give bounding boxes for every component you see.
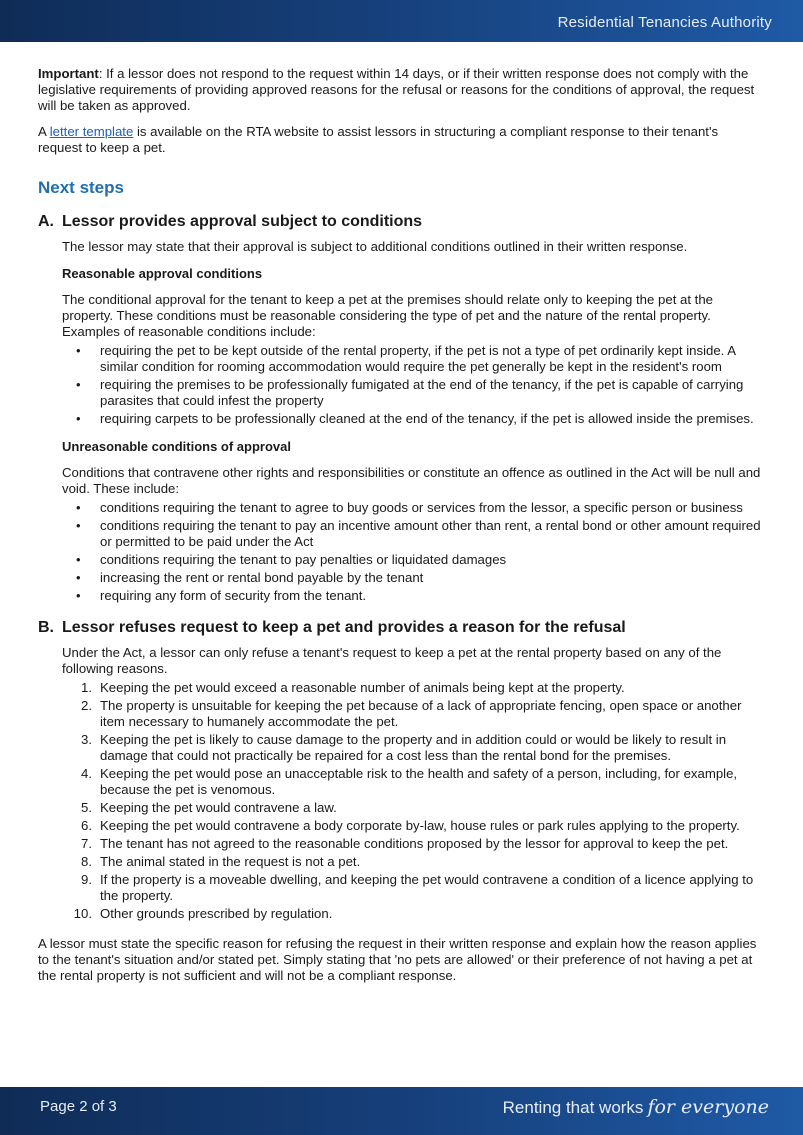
section-a-title: Lessor provides approval subject to conditions (62, 213, 423, 230)
important-notice (38, 66, 764, 114)
unreasonable-conditions-heading: Unreasonable conditions of approval (62, 439, 291, 454)
item-number: 10. (73, 906, 92, 921)
unreasonable-conditions-text: Conditions that contravene other rights and responsibilities or constitute an offence as outlined in the Act will be null and void. These include: (62, 465, 761, 496)
numbered-list-item (62, 854, 764, 870)
bullet-icon: • (76, 343, 81, 358)
numbered-list-item (62, 698, 764, 730)
page-number: Page 2 of 3 (40, 1098, 117, 1115)
numbered-list-item (62, 872, 764, 904)
reasonable-conditions-text: The conditional approval for the tenant to keep a pet at the premises should relate only to keeping the pet at the property. These conditions must be reasonable considering the type of pet and the nature of the rental property. Examples of reasonable conditions include: (62, 292, 714, 339)
item-text: If the property is a moveable dwelling, and keeping the pet would contravene a condition of a licence applying to the property. (100, 872, 754, 903)
list-item-text: conditions requiring the tenant to pay penalties or liquidated damages (100, 552, 507, 567)
list-item (62, 570, 764, 586)
list-item-text: increasing the rent or rental bond payable by the tenant (100, 570, 424, 585)
item-text: Other grounds prescribed by regulation. (100, 906, 333, 921)
list-item-text: conditions requiring the tenant to agree to buy goods or services from the lessor, a specific person or business (100, 500, 743, 515)
section-b-intro: Under the Act, a lessor can only refuse a tenant's request to keep a pet at the rental property based on any of the following reasons. (62, 645, 722, 676)
tagline-text: Renting that works (502, 1098, 644, 1117)
section-a-heading (38, 213, 764, 231)
item-number: 1. (81, 680, 92, 695)
numbered-list-item (62, 732, 764, 764)
template-pre: A (38, 124, 50, 139)
bullet-icon: • (76, 377, 81, 392)
list-item (62, 588, 764, 604)
list-item (62, 500, 764, 516)
item-number: 5. (81, 800, 92, 815)
list-item-text: requiring the premises to be professionally fumigated at the end of the tenancy, if the pet is capable of carrying parasites that could infest the property (100, 377, 744, 408)
section-a-intro: The lessor may state that their approval is subject to additional conditions outlined in their written response. (62, 239, 688, 254)
numbered-list-item (62, 818, 764, 834)
document-body (38, 66, 764, 984)
bullet-icon: • (76, 500, 81, 515)
bullet-icon: • (76, 518, 81, 533)
template-post: is available on the RTA website to assist lessors in structuring a compliant response to their tenant's request to keep a pet. (38, 124, 719, 155)
item-number: 9. (81, 872, 92, 887)
item-number: 2. (81, 698, 92, 713)
section-b-heading (38, 619, 764, 637)
header-banner (0, 0, 803, 42)
organization-name: Residential Tenancies Authority (557, 14, 772, 31)
item-text: Keeping the pet is likely to cause damage to the property and in addition could or would be likely to result in damage that could not practically be repaired for a cost less than the rental bond for the premises. (100, 732, 727, 763)
next-steps-heading: Next steps (38, 178, 124, 197)
item-number: 7. (81, 836, 92, 851)
bullet-icon: • (76, 588, 81, 603)
item-text: The animal stated in the request is not a pet. (100, 854, 361, 869)
section-b-letter: B. (38, 619, 54, 636)
list-item-text: requiring any form of security from the tenant. (100, 588, 367, 603)
list-item (62, 518, 764, 550)
unreasonable-conditions-list (62, 500, 764, 604)
footer-banner (0, 1087, 803, 1135)
bullet-icon: • (76, 411, 81, 426)
numbered-list-item (62, 800, 764, 816)
list-item (62, 411, 764, 427)
item-text: Keeping the pet would contravene a body corporate by-law, house rules or park rules applying to the property. (100, 818, 740, 833)
numbered-list-item (62, 906, 764, 922)
item-text: Keeping the pet would contravene a law. (100, 800, 337, 815)
numbered-list-item (62, 680, 764, 696)
item-text: The property is unsuitable for keeping the pet because of a lack of appropriate fencing, open space or another item necessary to humanely accommodate the pet. (100, 698, 742, 729)
reasonable-conditions-list (62, 343, 764, 427)
letter-template-link[interactable]: letter template (49, 124, 134, 139)
item-number: 8. (81, 854, 92, 869)
item-number: 4. (81, 766, 92, 781)
numbered-list-item (62, 836, 764, 852)
item-number: 6. (81, 818, 92, 833)
tagline-script: for everyone (647, 1096, 769, 1118)
list-item-text: conditions requiring the tenant to pay an incentive amount other than rent, a rental bond or other amount required or permitted to be paid under the Act (100, 518, 761, 549)
template-paragraph (38, 124, 764, 156)
item-number: 3. (81, 732, 92, 747)
section-b-title: Lessor refuses request to keep a pet and provides a reason for the refusal (62, 619, 626, 636)
bullet-icon: • (76, 552, 81, 567)
numbered-list-item (62, 766, 764, 798)
list-item-text: requiring the pet to be kept outside of the rental property, if the pet is not a type of pet ordinarily kept inside. A similar condition for rooming accommodation would require the pet generally be kept in the resident's room (100, 343, 736, 374)
bullet-icon: • (76, 570, 81, 585)
item-text: Keeping the pet would exceed a reasonable number of animals being kept at the property. (100, 680, 625, 695)
list-item (62, 377, 764, 409)
refusal-reasons-list (62, 680, 764, 922)
reasonable-conditions-heading: Reasonable approval conditions (62, 266, 263, 281)
section-a-letter: A. (38, 213, 54, 230)
closing-paragraph: A lessor must state the specific reason for refusing the request in their written response and explain how the reason applies to the tenant's situation and/or stated pet. Simply stating that 'no pets are allowed' or their preference of not having a pet at the rental property is not sufficient and will not be a compliant response. (38, 936, 757, 983)
list-item (62, 343, 764, 375)
important-label: Important (38, 66, 99, 81)
tagline (503, 1096, 769, 1118)
item-text: Keeping the pet would pose an unacceptable risk to the health and safety of a person, including, for example, because the pet is venomous. (100, 766, 738, 797)
important-text: : If a lessor does not respond to the request within 14 days, or if their written response does not comply with the legislative requirements of providing approved reasons for the refusal or reasons for the conditions of approval, the request will be taken as approved. (38, 66, 755, 113)
item-text: The tenant has not agreed to the reasonable conditions proposed by the lessor for approval to keep the pet. (100, 836, 729, 851)
list-item (62, 552, 764, 568)
list-item-text: requiring carpets to be professionally cleaned at the end of the tenancy, if the pet is allowed inside the premises. (100, 411, 754, 426)
